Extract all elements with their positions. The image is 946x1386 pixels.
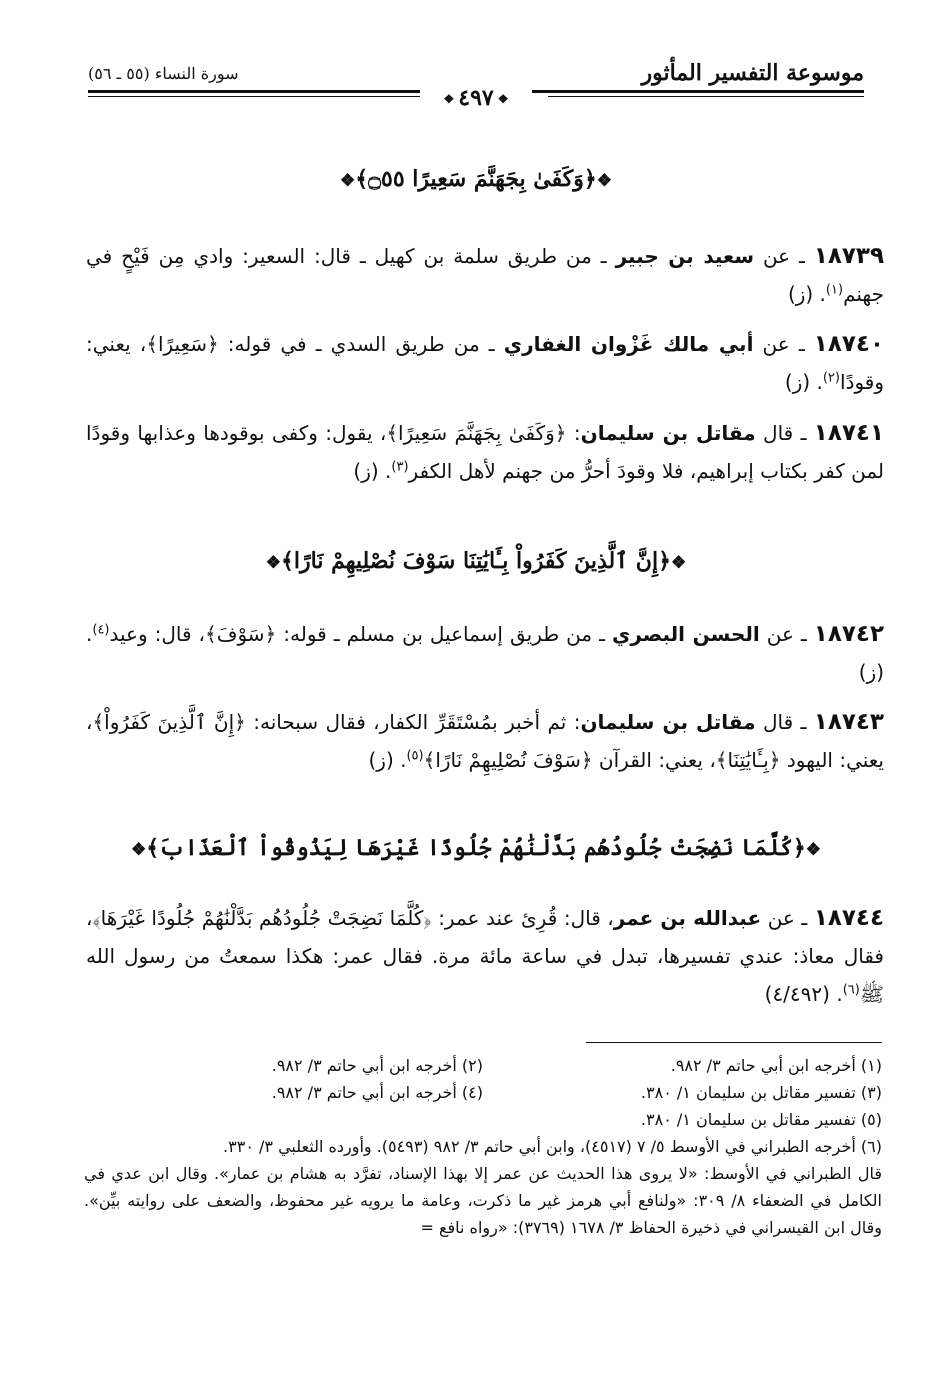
verse-heading	[88, 548, 864, 574]
footnote-6-commentary: قال الطبراني في الأوسط: «لا يروى هذا الحديث عن عمر إلا بهذا الإسناد، تفرَّد به هشام بن عمار». وقال ابن عدي في الكامل في الضعفاء ٨/ ٣٠٩: «ولنافع أبي هرمز غير ما ذكرت، وعامة ما يرويه غير محفوظ، والضعف على روايته بيِّن». وقال ابن القيسراني في ذخيرة الحفاظ ٣/ ١٦٧٨ (٣٧٦٩): «رواه نافع =	[84, 1164, 882, 1237]
narration-tail: . (ز)	[368, 748, 407, 772]
ornament-icon: ❖	[596, 171, 613, 191]
narration-tail: . (ز)	[787, 282, 826, 306]
narration	[86, 414, 884, 490]
narration-number: ١٨٧٤٢	[813, 621, 884, 647]
footnotes	[84, 1052, 882, 1241]
narration-tail: . (ز)	[86, 622, 884, 684]
narration-text: : ﴿وَكَفَىٰ بِجَهَنَّمَ سَعِيرًا﴾، يقول: وكفى بوقودها وعذابها وقودًا لمن كفر بكتاب إبراهيم، فلا وقودَ أحرُّ من جهنم لأهل الكفر	[86, 421, 884, 483]
book-title: موسوعة التفسير المأثور	[641, 60, 864, 86]
ornament-icon: ❖	[339, 171, 356, 191]
verse-text: ﴿كُلَّمَا نَضِجَتْ جُلُودُهُم بَدَّلْنَٰهُمْ جُلُودًا غَيْرَهَا لِيَذُوقُواْ ٱلْعَذَابَ﴾	[146, 835, 806, 861]
header-rule-thin-right	[548, 96, 864, 97]
footnote-marker: (٢)	[822, 370, 840, 386]
footnote-3: (٣) تفسير مقاتل بن سليمان ١/ ٣٨٠.	[640, 1083, 882, 1102]
narration-number: ١٨٧٣٩	[813, 243, 885, 269]
narration-prefix: ـ عن	[753, 332, 814, 356]
footnote-marker: (١)	[825, 282, 844, 298]
verse-heading	[88, 835, 864, 861]
verse-heading	[88, 166, 864, 192]
narration-tail: . (ز)	[353, 459, 392, 483]
ornament-icon: ❖	[131, 840, 147, 860]
ornament-icon: ❖	[670, 553, 687, 573]
narration	[86, 615, 884, 691]
narration	[86, 703, 884, 779]
narration-number: ١٨٧٤٠	[813, 331, 884, 357]
surah-title: سورة النساء (٥٥ ـ ٥٦)	[88, 64, 239, 83]
narration-number: ١٨٧٤٤	[813, 905, 885, 931]
footnote-2: (٢) أخرجه ابن أبي حاتم ٣/ ٩٨٢.	[271, 1056, 483, 1075]
footnote-6: (٦) أخرجه الطبراني في الأوسط ٥/ ٧ (٤٥١٧)، وابن أبي حاتم ٣/ ٩٨٢ (٥٤٩٣). وأورده الثعلبي ٣/ ٣٣٠.	[223, 1137, 882, 1156]
footnote-row	[84, 1052, 882, 1079]
narration-prefix: ـ قال	[755, 421, 814, 445]
page-number-text: ٤٩٧	[458, 85, 494, 111]
footnote-separator	[586, 1042, 882, 1043]
verse-text: ﴿إِنَّ ٱلَّذِينَ كَفَرُواْ بِـَٔايَٰتِنَا سَوْفَ نُصْلِيهِمْ نَارًا﴾	[281, 548, 671, 574]
footnote-marker: (٣)	[391, 459, 409, 475]
footnote-row	[84, 1079, 882, 1106]
page-number	[420, 86, 532, 111]
narrator-name: سعيد بن جبير	[615, 244, 755, 268]
footnote-marker: (٤)	[92, 622, 110, 638]
verse-text: ﴿وَكَفَىٰ بِجَهَنَّمَ سَعِيرًا ۝٥٥﴾	[355, 166, 597, 192]
header-rule-thin-left	[88, 96, 428, 97]
ornament-icon: ❖	[443, 92, 455, 106]
ornament-icon: ❖	[497, 92, 509, 106]
narration-text: ، قال: قُرِئ عند عمر: ﴿كُلَّمَا نَضِجَتْ جُلُودُهُم بَدَّلْنَٰهُمْ جُلُودًا غَيْرَهَا﴾، فقال معاذ: عندي تفسيرها، تبدل في ساعة مائة مرة. فقال عمر: هكذا سمعتُ من رسول الله ﷺ	[86, 906, 884, 1006]
narrator-name: مقاتل بن سليمان	[580, 710, 756, 734]
narrator-name: مقاتل بن سليمان	[580, 421, 756, 445]
narration-prefix: ـ عن	[761, 906, 814, 930]
narration-number: ١٨٧٤١	[813, 420, 884, 446]
narration-prefix: ـ عن	[754, 244, 814, 268]
narration-prefix: ـ قال	[755, 710, 814, 734]
narration-text: ـ من طريق السدي ـ في قوله: ﴿سَعِيرًا﴾، يعني: وقودًا	[86, 332, 884, 394]
footnote-marker: (٥)	[406, 748, 424, 764]
narrator-name: عبدالله بن عمر	[613, 906, 762, 930]
footnote-row	[84, 1106, 882, 1133]
footnote-1: (١) أخرجه ابن أبي حاتم ٣/ ٩٨٢.	[670, 1056, 882, 1075]
narration-tail: . (ز)	[784, 370, 823, 394]
narration-text: ـ من طريق سلمة بن كهيل ـ قال: السعير: وادي مِن فَيْحٍ في جهنم	[86, 244, 884, 306]
narration-text: : ثم أخبر بمُسْتَقَرِّ الكفار، فقال سبحانه: ﴿إِنَّ ٱلَّذِينَ كَفَرُواْ﴾، يعني: اليهود ﴿بِـَٔايَٰتِنَا﴾، يعني: القرآن ﴿سَوْفَ نُصْلِيهِمْ نَارًا﴾	[86, 710, 884, 772]
narration	[86, 237, 884, 313]
footnote-marker: (٦)	[842, 982, 860, 998]
narrator-name: الحسن البصري	[612, 622, 760, 646]
narration-tail: . (٤/٤٩٢)	[764, 982, 843, 1006]
footnote-4: (٤) أخرجه ابن أبي حاتم ٣/ ٩٨٢.	[271, 1083, 483, 1102]
narrator-name: أبي مالك غَزْوان الغفاري	[503, 332, 754, 356]
ornament-icon: ❖	[805, 840, 821, 860]
narration	[86, 325, 884, 401]
narration-prefix: ـ عن	[759, 622, 814, 646]
footnote-5: (٥) تفسير مقاتل بن سليمان ١/ ٣٨٠.	[640, 1110, 882, 1129]
narration-text: ـ من طريق إسماعيل بن مسلم ـ قوله: ﴿سَوْفَ﴾، قال: وعيد	[109, 622, 612, 646]
narration	[86, 899, 884, 1013]
narration-number: ١٨٧٤٣	[813, 709, 884, 735]
ornament-icon: ❖	[265, 553, 282, 573]
